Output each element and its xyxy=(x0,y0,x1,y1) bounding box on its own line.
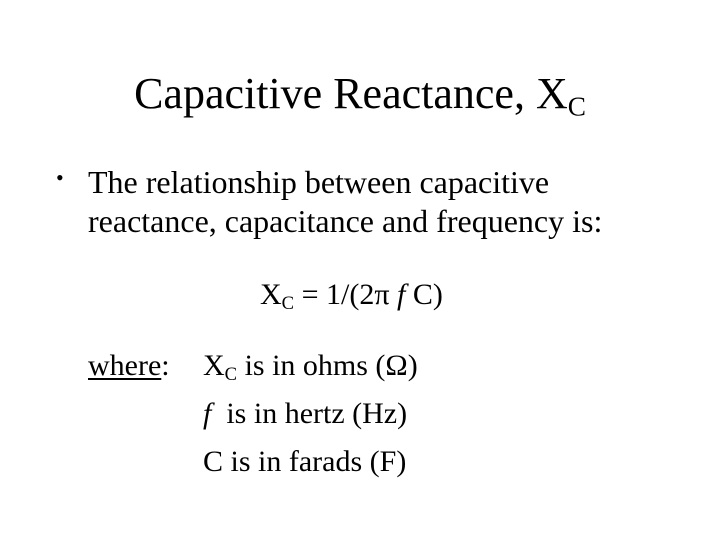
unit-text: is in ohms (Ω) xyxy=(237,349,418,382)
bullet-icon: • xyxy=(56,165,64,190)
unit-text: is in hertz (Hz) xyxy=(211,397,408,430)
unit-line-capacitance xyxy=(203,445,406,479)
unit-text: is in farads (F) xyxy=(223,445,407,478)
where-colon: : xyxy=(161,349,170,382)
unit-var-subscript: C xyxy=(224,364,238,386)
slide-title xyxy=(0,68,720,122)
unit-var: X xyxy=(203,349,225,382)
where-word: where xyxy=(88,349,162,382)
bullet-text-line-2: reactance, capacitance and frequency is: xyxy=(88,203,603,239)
title-text: Capacitive Reactance, X xyxy=(134,69,568,118)
formula-pi: π xyxy=(374,278,390,311)
formula-suffix: C) xyxy=(405,278,443,311)
reactance-formula xyxy=(260,278,443,315)
where-label xyxy=(88,349,170,383)
unit-var: f xyxy=(203,397,212,430)
unit-line-reactance xyxy=(203,349,418,386)
formula-equals: = 1/(2 xyxy=(294,278,375,311)
formula-lhs: X xyxy=(260,278,282,311)
title-subscript: C xyxy=(567,91,586,122)
unit-var: C xyxy=(203,445,224,478)
unit-line-frequency xyxy=(203,397,407,431)
formula-lhs-subscript: C xyxy=(281,293,295,315)
bullet-text-line-1: The relationship between capacitive xyxy=(88,164,550,200)
formula-frequency: f xyxy=(396,278,406,311)
